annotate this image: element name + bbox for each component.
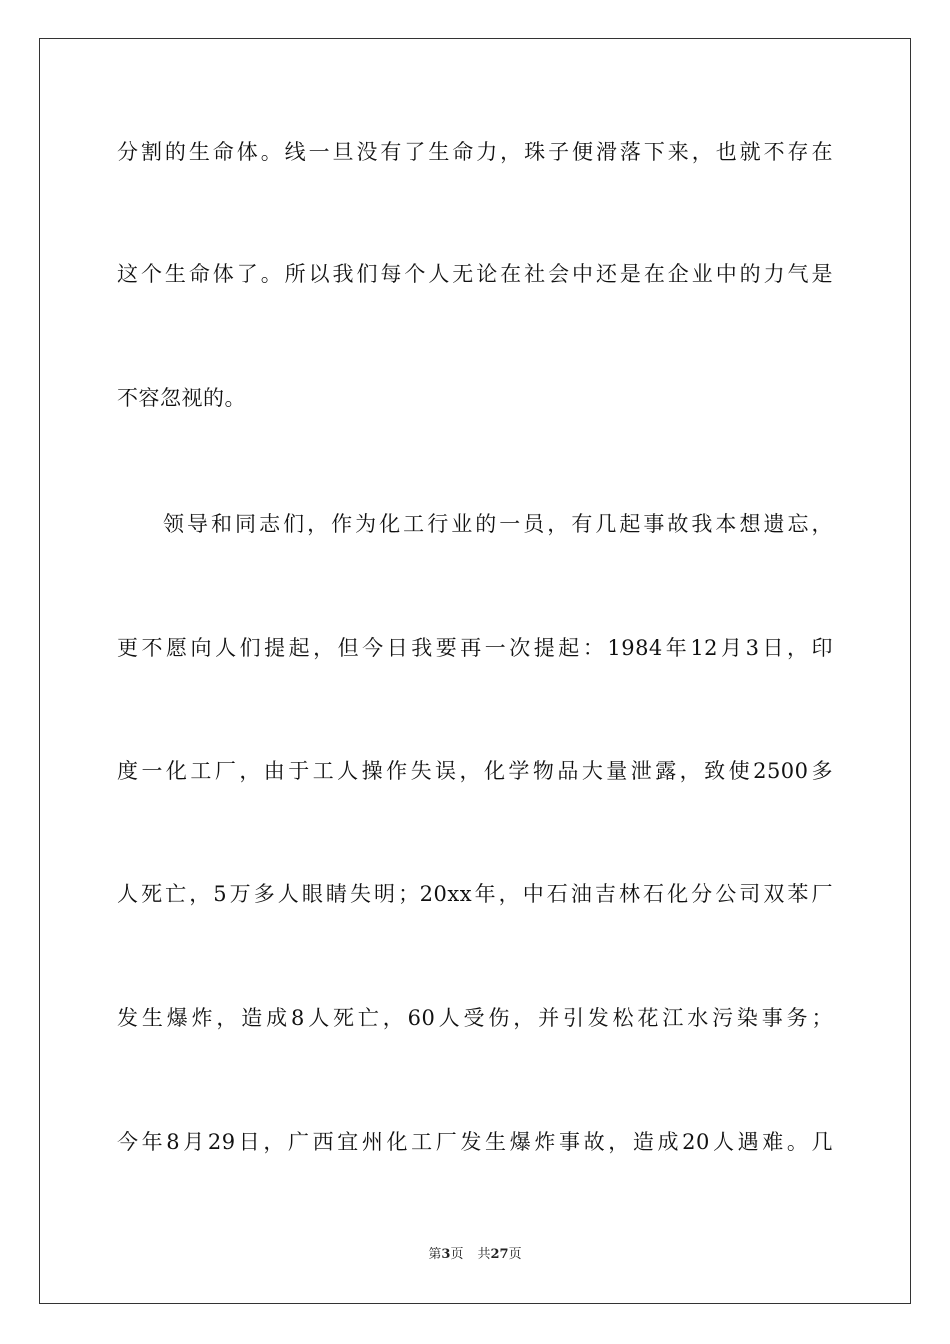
text-line-1: 分割的生命体。线一旦没有了生命力，珠子便滑落下来，也就不存在 bbox=[117, 140, 833, 164]
text-line-6: 度一化工厂，由于工人操作失误，化学物品大量泄露，致使2500多 bbox=[117, 759, 833, 783]
footer-total-unit: 页 bbox=[508, 1247, 522, 1262]
text-line-9: 今年8月29日，广西宜州化工厂发生爆炸事故，造成20人遇难。几 bbox=[117, 1130, 833, 1154]
text-line-8: 发生爆炸，造成8人死亡，60人受伤，并引发松花江水污染事务； bbox=[117, 1006, 833, 1030]
footer-total-prefix: 共 bbox=[477, 1247, 491, 1262]
page-border bbox=[39, 38, 911, 1304]
text-line-4-paragraph-start: 领导和同志们，作为化工行业的一员，有几起事故我本想遗忘， bbox=[163, 512, 833, 536]
page-footer bbox=[0, 1246, 950, 1264]
current-page-number: 3 bbox=[441, 1247, 451, 1262]
text-line-3: 不容忽视的。 bbox=[117, 386, 246, 410]
text-line-7: 人死亡，5万多人眼睛失明；20xx年，中石油吉林石化分公司双苯厂 bbox=[117, 882, 833, 906]
total-page-number: 27 bbox=[490, 1247, 509, 1262]
text-line-2: 这个生命体了。所以我们每个人无论在社会中还是在企业中的力气是 bbox=[117, 262, 833, 286]
footer-prefix: 第 bbox=[428, 1247, 442, 1262]
text-line-5: 更不愿向人们提起，但今日我要再一次提起：1984年12月3日，印 bbox=[117, 636, 833, 660]
footer-page-unit: 页 bbox=[450, 1247, 464, 1262]
